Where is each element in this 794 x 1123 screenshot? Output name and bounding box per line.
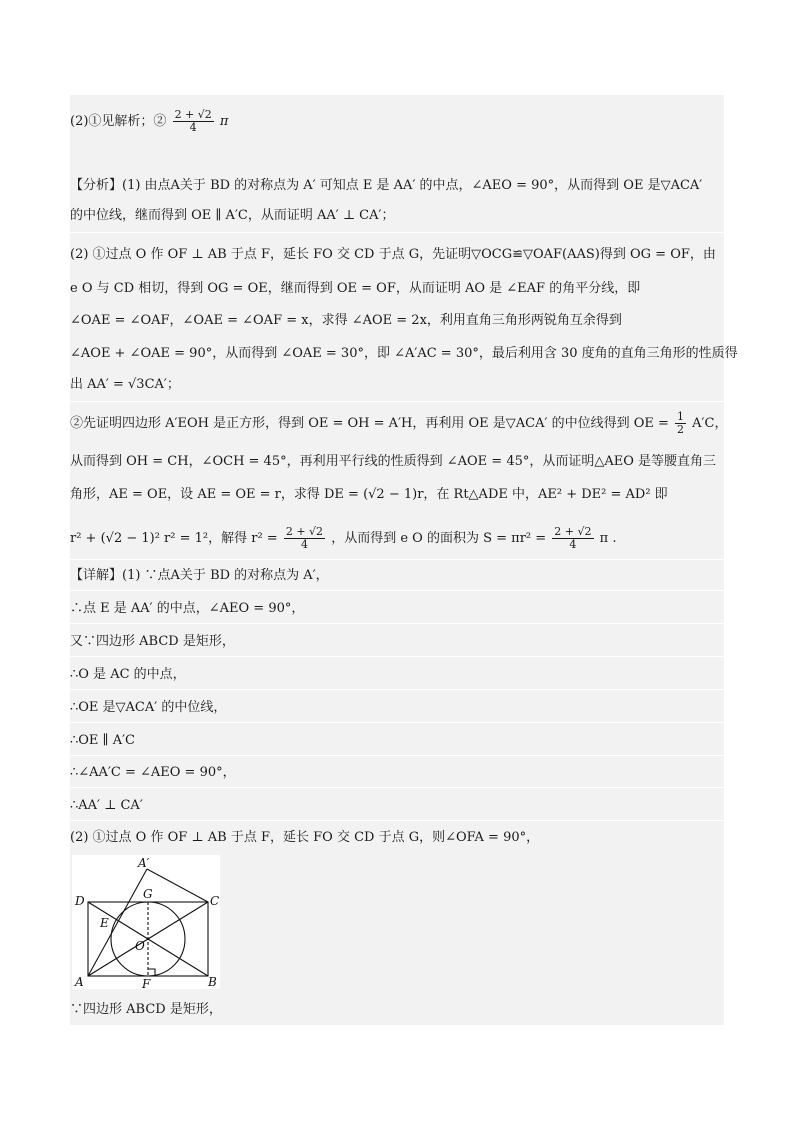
row-divider bbox=[70, 787, 724, 788]
detail-line-8: ∴AA′ ⊥ CA′ bbox=[70, 798, 143, 813]
row-divider bbox=[70, 623, 724, 624]
r2-frac-den: 4 bbox=[300, 538, 308, 551]
analysis-line-5: ∠OAE = ∠OAF，∠OAE = ∠OAF = x，求得 ∠AOE = 2x，利用直角三角形两锐角互余得到 bbox=[70, 313, 622, 328]
analysis-line-8b: A′C， bbox=[692, 416, 728, 431]
label-b: B bbox=[208, 975, 217, 989]
analysis-line-6: ∠AOE + ∠OAE = 90°，从而得到 ∠OAE = 30°，即 ∠A′AC = 30°，最后利用含 30 度角的直角三角形的性质得 bbox=[70, 346, 738, 361]
half-fraction bbox=[675, 411, 686, 436]
analysis-line-9: 从而得到 OH = CH，∠OCH = 45°，再利用平行线的性质得到 ∠AOE = 45°，从而证明△AEO 是等腰直角三 bbox=[70, 454, 717, 469]
row-divider bbox=[70, 820, 724, 821]
document-page bbox=[70, 95, 738, 1025]
label-e: E bbox=[100, 916, 109, 930]
label-a: A bbox=[75, 975, 84, 989]
row-divider bbox=[70, 590, 724, 591]
label-g: G bbox=[143, 887, 153, 901]
area-frac-num: 2 + √2 bbox=[554, 525, 592, 538]
r2-fraction bbox=[284, 526, 325, 551]
row-divider bbox=[70, 656, 724, 657]
answer-fraction bbox=[173, 109, 214, 134]
label-a-prime: A′ bbox=[138, 856, 150, 870]
answer-frac-den: 4 bbox=[189, 121, 197, 134]
detail-line-9: (2) ①过点 O 作 OF ⊥ AB 于点 F，延长 FO 交 CD 于点 G，则∠OFA = 90°， bbox=[70, 830, 540, 845]
geometry-diagram bbox=[72, 855, 220, 989]
answer-line bbox=[70, 109, 228, 134]
answer-pi: π bbox=[219, 114, 229, 129]
row-divider bbox=[70, 559, 724, 560]
detail-line-2: ∴点 E 是 AA′ 的中点，∠AEO = 90°， bbox=[70, 601, 305, 616]
label-d: D bbox=[75, 894, 85, 908]
analysis-line-1: 【分析】(1) 由点A关于 BD 的对称点为 A′ 可知点 E 是 AA′ 的中点，∠AEO = 90°，从而得到 OE 是▽ACA′ bbox=[70, 178, 703, 193]
row-divider bbox=[70, 689, 724, 690]
analysis-line-8 bbox=[70, 411, 727, 436]
detail-line-1: 【详解】(1) ∵点A关于 BD 的对称点为 A′， bbox=[70, 568, 329, 583]
analysis-line-3: (2) ①过点 O 作 OF ⊥ AB 于点 F，延长 FO 交 CD 于点 G，先证明▽OCG≌▽OAF(AAS)得到 OG = OF，由 bbox=[70, 247, 716, 262]
area-frac-den: 4 bbox=[569, 538, 577, 551]
row-divider bbox=[70, 722, 724, 723]
analysis-line-11c: π . bbox=[599, 531, 617, 546]
half-frac-den: 2 bbox=[677, 423, 685, 436]
analysis-line-8a: ②先证明四边形 A′EOH 是正方形，得到 OE = OH = A′H，再利用 OE 是▽ACA′ 的中位线得到 OE = bbox=[70, 416, 669, 431]
right-angle-mark bbox=[148, 969, 155, 976]
answer-label: (2)①见解析；② bbox=[70, 114, 167, 129]
area-fraction bbox=[552, 526, 593, 551]
analysis-line-2: 的中位线，继而得到 OE ∥ A′C，从而证明 AA′ ⊥ CA′； bbox=[70, 208, 395, 223]
analysis-line-11 bbox=[70, 526, 616, 551]
segment-a-prime-c bbox=[147, 869, 208, 902]
detail-line-3: 又∵四边形 ABCD 是矩形， bbox=[70, 634, 235, 649]
analysis-line-11b: ，从而得到 e O 的面积为 S = πr² = bbox=[331, 531, 547, 546]
label-f: F bbox=[142, 977, 151, 989]
label-o: O bbox=[135, 939, 145, 953]
row-divider bbox=[70, 755, 724, 756]
label-c: C bbox=[210, 894, 220, 908]
analysis-line-4: e O 与 CD 相切，得到 OG = OE，继而得到 OE = OF，从而证明 AO 是 ∠EAF 的角平分线，即 bbox=[70, 281, 641, 296]
half-frac-num: 1 bbox=[677, 410, 685, 423]
answer-frac-num: 2 + √2 bbox=[174, 108, 212, 121]
analysis-line-11a: r² + (√2 − 1)² r² = 1²，解得 r² = bbox=[70, 531, 278, 546]
detail-line-6: ∴OE ∥ A′C bbox=[70, 733, 135, 748]
detail-line-7: ∴∠AA′C = ∠AEO = 90°， bbox=[70, 765, 236, 780]
detail-line-4: ∴O 是 AC 的中点， bbox=[70, 667, 186, 682]
row-divider bbox=[70, 401, 724, 402]
analysis-line-10: 角形，AE = OE，设 AE = OE = r，求得 DE = (√2 − 1)r，在 Rt△ADE 中，AE² + DE² = AD² 即 bbox=[70, 487, 668, 502]
detail-line-5: ∴OE 是▽ACA′ 的中位线， bbox=[70, 700, 227, 715]
analysis-line-7: 出 AA′ = √3CA′； bbox=[70, 377, 180, 392]
detail-line-10: ∵四边形 ABCD 是矩形， bbox=[70, 1002, 222, 1017]
row-divider bbox=[70, 232, 724, 233]
geometry-figure bbox=[72, 855, 220, 989]
r2-frac-num: 2 + √2 bbox=[285, 525, 324, 538]
